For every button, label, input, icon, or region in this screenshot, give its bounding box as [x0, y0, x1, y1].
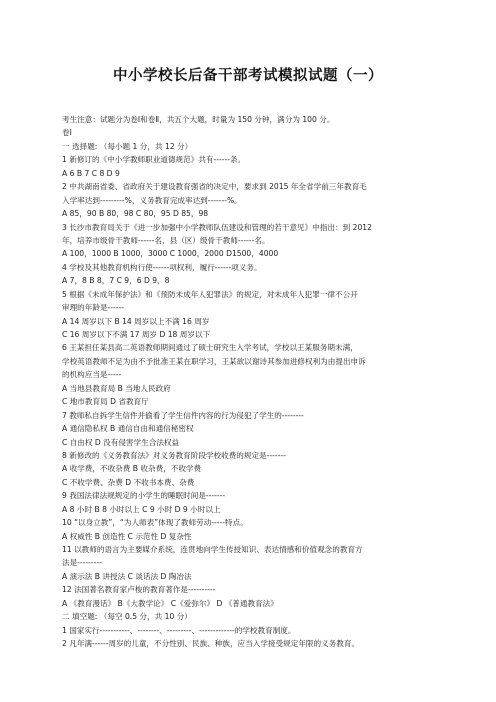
text-line: 2 凡年满------周岁的儿童，不分性别、民族、种族，应当入学接受规定年限的义务教育。 [62, 639, 360, 649]
text-line: A 《教育漫话》 B《大教学论》 C《爱弥尔》 D 《普通教育法》 [62, 598, 278, 608]
text-line: A 7，8 B 8，7 C 9，6 D 9，8 [62, 276, 170, 286]
text-line: A 通信隐私权 B 通信自由和通信秘密权 [62, 424, 194, 434]
text-line: 年，培养市级骨干教师------名，县（区）级骨干教师------名。 [62, 235, 270, 245]
text-line: A 85，90 B 80，98 C 80，95 D 85，98 [62, 209, 209, 219]
text-line: 5 根据《未成年保护法》和《预防未成年人犯罪法》的规定，对未成年人犯罪一律不公开 [62, 289, 358, 299]
text-line: 学校英语教师不足为由不予批准王某在职学习，王某欲以谢诗其参加进修权利为由提出申诉 [62, 356, 366, 366]
text-line: 8 新修改的《义务教育法》对义务教育阶段学校收费的规定是------- [62, 450, 286, 460]
text-line: A 14 周岁以下 B 14 周岁以上不满 16 周岁 [62, 316, 210, 326]
text-line: C 地市教育局 D 省教育厅 [62, 397, 149, 407]
text-line: 一 选择题: （每小题 1 分，共 12 分） [62, 141, 193, 151]
text-line: 入学率达到---------%，义务教育完成率达到-------%。 [62, 195, 242, 205]
text-line: 1 新修订的《中小学教师职业道德规范》共有------条。 [62, 155, 246, 165]
text-line: A 权威性 B 创造性 C 示范性 D 复杂性 [62, 531, 192, 541]
text-line: 4 学校及其他教育机构行使------项权利，履行------项义务。 [62, 262, 262, 272]
text-line: 3 长沙市教育局关于《进一步加强中小学教师队伍建设和管理的若干意见》中指出：到 2012 [62, 222, 372, 232]
text-line: A 6 B 7 C 8 D 9 [62, 168, 120, 178]
text-line: 10 “以身立教”，“为人师表”体现了教师劳动-----特点。 [62, 518, 248, 528]
text-line: A 当地县教育局 B 当地人民政府 [62, 383, 171, 393]
text-line: C 不收学费、杂费 D 不收书本费、杂费 [62, 477, 195, 487]
text-line: 法是--------- [62, 558, 102, 568]
text-line: 7 教师私自拆学生信件并偷看了学生信件内容的行为侵犯了学生的-------- [62, 410, 304, 420]
document-title: 中小学校长后备干部考试模拟试题（一） [113, 68, 383, 84]
text-line: 审理的年龄是------ [62, 303, 125, 313]
text-line: A 演示法 B 讲授法 C 谈话法 D 陶冶法 [62, 571, 192, 581]
text-line: A 收学费，不收杂费 B 收杂费，不收学费 [62, 464, 202, 474]
exam-text-body [62, 113, 454, 651]
text-line: 2 中共湖南省委、省政府关于建设教育强省的决定中，要求到 2015 年全省学前三年教育毛 [62, 182, 367, 192]
text-line: 12 法国著名教育家卢梭的教育著作是---------- [62, 585, 216, 595]
text-line: C 自由权 D 没有侵害学生合法权益 [62, 437, 180, 447]
text-line: 6 王某担任某县高二英语教师期间通过了硕士研究生入学考试，学校以王某服务期未满， [62, 343, 358, 353]
text-line: 的机构应当是----- [62, 370, 122, 380]
text-line: 11 以教师的语言为主要媒介系统，连贯地向学生传授知识、表达情感和价值观念的教育方 [62, 545, 363, 554]
text-line: A 8 小时 B 8 小时以上 C 9 小时 D 9 小时以上 [62, 504, 221, 514]
text-line: A 100，1000 B 1000，3000 C 1000，2000 D1500，4000 [62, 249, 279, 259]
text-line: C 16 周岁以下不满 17 周岁 D 18 周岁以下 [62, 330, 211, 339]
text-line: 二 填空题: （每空 0.5 分，共 10 分） [62, 612, 192, 622]
text-line: 考生注意：试题分为卷Ⅰ和卷Ⅱ，共五个大题，时量为 150 分钟，满分为 100 分。 [62, 115, 335, 124]
text-line: 9 我国法律法规规定的小学生的睡眠时间是------- [62, 491, 226, 501]
text-line: 卷Ⅰ [62, 128, 72, 138]
text-line: 1 国家实行-----------、--------、---------、-------------的学校教育制度。 [62, 625, 296, 635]
